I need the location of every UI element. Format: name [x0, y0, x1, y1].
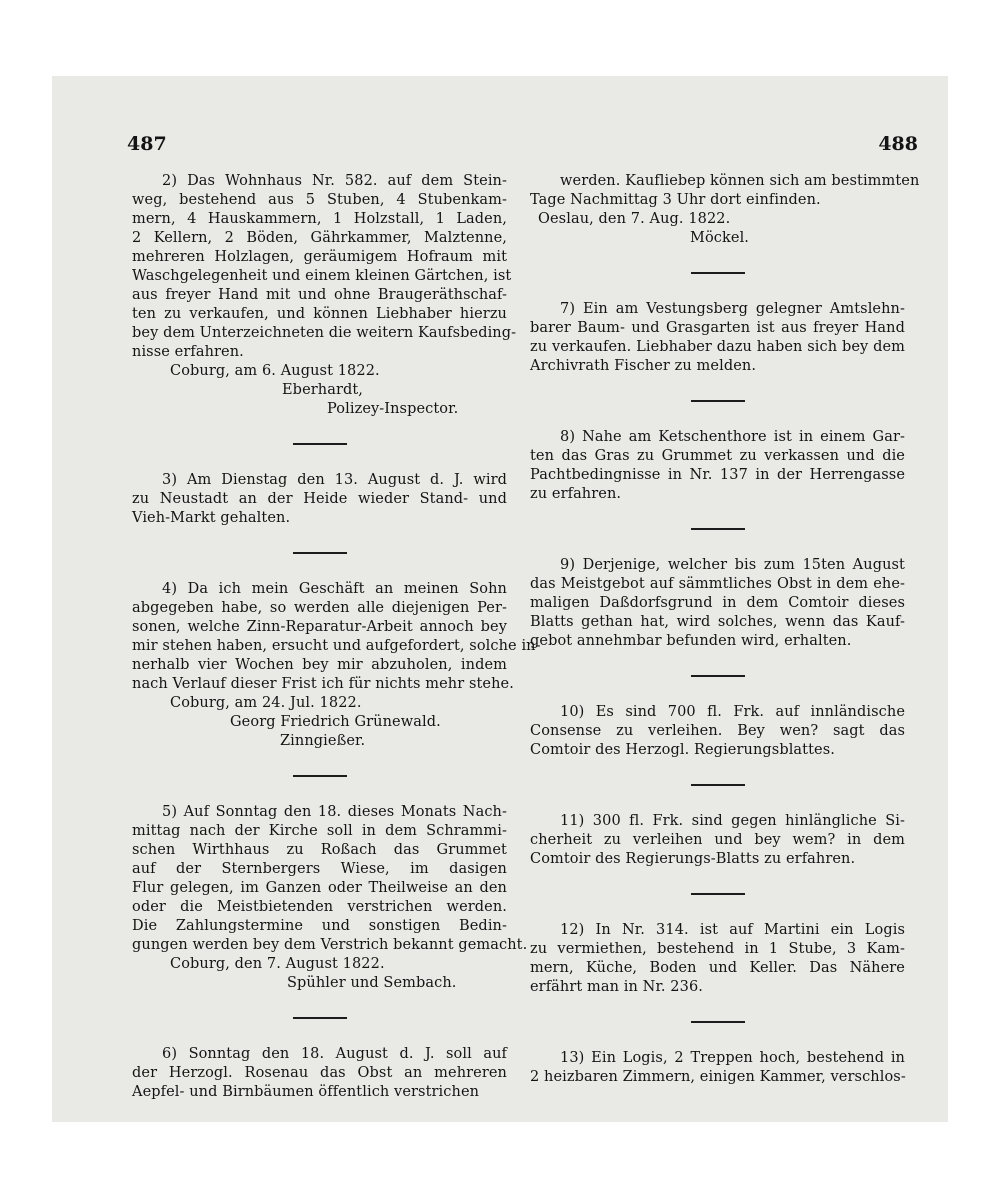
notice-line: Pachtbedingnisse in Nr. 137 in der Herrengasse [530, 467, 905, 483]
notice-item [132, 1045, 507, 1102]
section-divider [293, 552, 347, 554]
notice-line: nach Verlauf dieser Frist ich für nichts mehr stehe. [132, 676, 514, 692]
notice-item [530, 921, 905, 997]
notice-line: Comtoir des Herzogl. Regierungsblattes. [530, 742, 835, 758]
right-column [530, 172, 920, 1087]
notice-line: Die Zahlungstermine und sonstigen Bedin- [132, 918, 507, 934]
notice-line: nerhalb vier Wochen bey mir abzuholen, indem [132, 657, 507, 673]
notice-signature: Spühler und Sembach. [287, 975, 457, 991]
notice-line: 9) Derjenige, welcher bis zum 15ten August [560, 557, 905, 573]
notice-item [132, 471, 507, 528]
notice-line: auf der Sternbergers Wiese, im dasigen [132, 861, 507, 877]
notice-signature: Zinngießer. [280, 733, 366, 749]
notice-line: Tage Nachmittag 3 Uhr dort einfinden. [530, 192, 821, 208]
notice-line: abgegeben habe, so werden alle diejenigen Per- [132, 600, 507, 616]
notice-item [132, 172, 517, 419]
notice-line: 12) In Nr. 314. ist auf Martini ein Logis [560, 922, 905, 938]
notice-line: 7) Ein am Vestungsberg gelegner Amtslehn- [560, 301, 905, 317]
page-number-left: 487 [127, 133, 167, 155]
left-column [132, 172, 541, 1102]
notice-line: werden. Kaufliebер können sich am bestimmten [560, 173, 920, 189]
notice-line: 11) 300 fl. Frk. sind gegen hinlängliche Si- [560, 813, 905, 829]
notice-line: barer Baum- und Grasgarten ist aus freyer Hand [530, 320, 905, 336]
section-divider [691, 675, 745, 677]
notice-line: 10) Es sind 700 fl. Frk. auf innländische [560, 704, 905, 720]
notice-signature: Oeslau, den 7. Aug. 1822. [538, 211, 731, 227]
notice-signature: Coburg, am 6. August 1822. [170, 363, 380, 379]
notice-line: 2 Kellern, 2 Böden, Gährkammer, Malztenne, [132, 230, 507, 246]
notice-item [530, 556, 905, 651]
notice-line: mittag nach der Kirche soll in dem Schrammi- [132, 823, 507, 839]
page-number-right: 488 [878, 133, 918, 155]
notice-line: zu verkaufen. Liebhaber dazu haben sich bey dem [530, 339, 905, 355]
notice-line: 3) Am Dienstag den 13. August d. J. wird [162, 472, 507, 488]
notice-line: aus freyer Hand mit und ohne Braugeräthschaf- [132, 287, 507, 303]
notice-line: Waschgelegenheit und einem kleinen Gärtchen, ist [132, 268, 512, 284]
section-divider [691, 400, 745, 402]
notice-item [530, 1049, 905, 1087]
notice-line: zu erfahren. [530, 486, 622, 502]
notice-line: 2 heizbaren Zimmern, einigen Kammer, verschlos- [530, 1069, 906, 1085]
notice-item [530, 428, 905, 504]
newspaper-page [52, 76, 948, 1122]
notice-item [530, 812, 905, 869]
notice-line: Flur gelegen, im Ganzen oder Theilweise an den [132, 880, 507, 896]
notice-line: mern, 4 Hauskammern, 1 Holzstall, 1 Laden, [132, 211, 507, 227]
notice-line: Vieh-Markt gehalten. [132, 510, 291, 526]
section-divider [691, 272, 745, 274]
section-divider [691, 784, 745, 786]
notice-item [132, 580, 541, 751]
section-divider [691, 1021, 745, 1023]
notice-signature: Coburg, am 24. Jul. 1822. [170, 695, 362, 711]
section-divider [293, 1017, 347, 1019]
notice-line: weg, bestehend aus 5 Stuben, 4 Stubenkam- [132, 192, 507, 208]
section-divider [691, 893, 745, 895]
section-divider [691, 528, 745, 530]
notice-line: gungen werden bey dem Verstrich bekannt gemacht. [132, 937, 528, 953]
notice-line: zu vermiethen, bestehend in 1 Stube, 3 Kam- [530, 941, 905, 957]
notice-line: cherheit zu verleihen und bey wem? in dem [530, 832, 905, 848]
section-divider [293, 443, 347, 445]
notice-line: erfährt man in Nr. 236. [530, 979, 703, 995]
notice-signature: Möckel. [690, 230, 750, 246]
notice-line: 8) Nahe am Ketschenthore ist in einem Gar- [560, 429, 905, 445]
notice-line: maligen Daßdorfsgrund in dem Comtoir dieses [530, 595, 905, 611]
notice-line: mir stehen haben, ersucht und aufgefordert, solche in- [132, 638, 541, 654]
notice-signature: Coburg, den 7. August 1822. [170, 956, 385, 972]
notice-line: nisse erfahren. [132, 344, 244, 360]
notice-line: Blatts gethan hat, wird solches, wenn das Kauf- [530, 614, 905, 630]
section-divider [293, 775, 347, 777]
notice-signature: Georg Friedrich Grünewald. [230, 714, 441, 730]
notice-line: Aepfel- und Birnbäumen öffentlich verstrichen [132, 1084, 480, 1100]
notice-line: der Herzogl. Rosenau das Obst an mehreren [132, 1065, 507, 1081]
notice-line: 13) Ein Logis, 2 Treppen hoch, bestehend in [560, 1050, 905, 1066]
notice-item [530, 300, 905, 376]
notice-line: mehreren Holzlagen, geräumigem Hofraum mit [132, 249, 507, 265]
notice-item [132, 803, 528, 993]
notice-line: ten zu verkaufen, und können Liebhaber hierzu [132, 306, 507, 322]
notice-line: 6) Sonntag den 18. August d. J. soll auf [162, 1046, 507, 1062]
notice-line: mern, Küche, Boden und Keller. Das Nähere [530, 960, 905, 976]
notice-line: das Meistgebot auf sämmtliches Obst in dem ehe- [530, 576, 905, 592]
notice-line: zu Neustadt an der Heide wieder Stand- und [132, 491, 507, 507]
notice-line: oder die Meistbietenden verstrichen werden. [132, 899, 507, 915]
notice-line: gebot annehmbar befunden wird, erhalten. [530, 633, 852, 649]
notice-signature: Polizey-Inspector. [327, 401, 459, 417]
notice-signature: Eberhardt, [282, 382, 364, 398]
notice-line: ten das Gras zu Grummet zu verkassen und die [530, 448, 905, 464]
notice-line: Archivrath Fischer zu melden. [530, 358, 757, 374]
notice-line: 2) Das Wohnhaus Nr. 582. auf dem Stein- [162, 173, 507, 189]
notice-line: schen Wirthhaus zu Roßach das Grummet [132, 842, 507, 858]
notice-line: Comtoir des Regierungs-Blatts zu erfahren. [530, 851, 856, 867]
notice-line: 4) Da ich mein Geschäft an meinen Sohn [162, 581, 507, 597]
notice-line: 5) Auf Sonntag den 18. dieses Monats Nach- [162, 804, 507, 820]
notice-item [530, 703, 905, 760]
notice-line: Consense zu verleihen. Bey wen? sagt das [530, 723, 905, 739]
notice-item [530, 172, 920, 248]
notice-line: bey dem Unterzeichneten die weitern Kaufsbeding- [132, 325, 517, 341]
notice-line: sonen, welche Zinn-Reparatur-Arbeit annoch bey [132, 619, 507, 635]
